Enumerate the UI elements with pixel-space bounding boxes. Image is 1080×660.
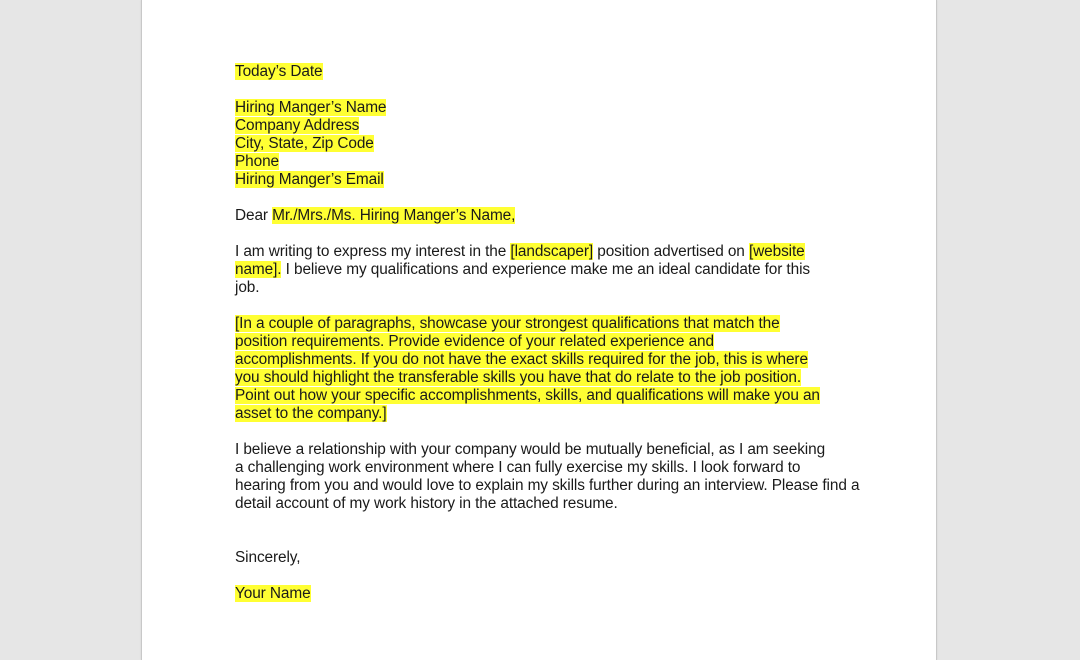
spacer <box>235 297 847 315</box>
placeholder-line: position requirements. Provide evidence of your related experience and <box>235 333 714 350</box>
date-placeholder: Today’s Date <box>235 63 323 80</box>
intro-text-3: I believe my qualifications and experience make me an ideal candidate for this <box>281 261 810 278</box>
date-line <box>235 63 847 81</box>
closing-paragraph <box>235 441 860 513</box>
salutation-name: Mr./Mrs./Ms. Hiring Manger’s Name, <box>272 207 516 224</box>
recipient-block <box>235 99 847 189</box>
spacer <box>235 81 847 99</box>
spacer <box>235 567 847 585</box>
closing-line: I believe a relationship with your company would be mutually beneficial, as I am seeking <box>235 441 826 458</box>
spacer <box>235 189 847 207</box>
intro-text-4: job. <box>235 279 260 296</box>
signature-placeholder: Your Name <box>235 585 311 602</box>
qualifications-placeholder-paragraph <box>235 315 847 423</box>
salutation-prefix: Dear <box>235 207 273 224</box>
signature-line <box>235 585 847 603</box>
recipient-name: Hiring Manger’s Name <box>235 99 387 116</box>
recipient-phone: Phone <box>235 153 280 170</box>
closing-line: a challenging work environment where I can fully exercise my skills. I look forward to <box>235 459 801 476</box>
position-placeholder: [landscaper] <box>510 243 594 260</box>
recipient-email: Hiring Manger’s Email <box>235 171 384 188</box>
placeholder-line: asset to the company.] <box>235 405 387 422</box>
intro-text-1: I am writing to express my interest in the <box>235 243 511 260</box>
spacer <box>235 423 847 441</box>
website-placeholder-end: name] <box>235 261 278 278</box>
website-placeholder-start: [website <box>748 243 805 260</box>
document-page[interactable] <box>141 0 937 660</box>
placeholder-line: [In a couple of paragraphs, showcase your strongest qualifications that match the <box>235 315 780 332</box>
placeholder-line: Point out how your specific accomplishments, skills, and qualifications will make you an <box>235 387 820 404</box>
intro-text-2: position advertised on <box>593 243 749 260</box>
placeholder-line: you should highlight the transferable skills you have that do relate to the job position. <box>235 369 802 386</box>
signoff: Sincerely, <box>235 549 301 566</box>
salutation <box>235 207 847 225</box>
spacer <box>235 225 847 243</box>
recipient-city-state-zip: City, State, Zip Code <box>235 135 374 152</box>
closing-line: hearing from you and would love to explain my skills further during an interview. Please find a <box>235 477 860 494</box>
letter-body[interactable] <box>235 63 860 603</box>
intro-paragraph <box>235 243 847 297</box>
website-placeholder-period: . <box>277 261 282 278</box>
closing-line: detail account of my work history in the attached resume. <box>235 495 618 512</box>
recipient-address: Company Address <box>235 117 360 134</box>
spacer <box>235 513 847 549</box>
placeholder-line: accomplishments. If you do not have the exact skills required for the job, this is where <box>235 351 808 368</box>
